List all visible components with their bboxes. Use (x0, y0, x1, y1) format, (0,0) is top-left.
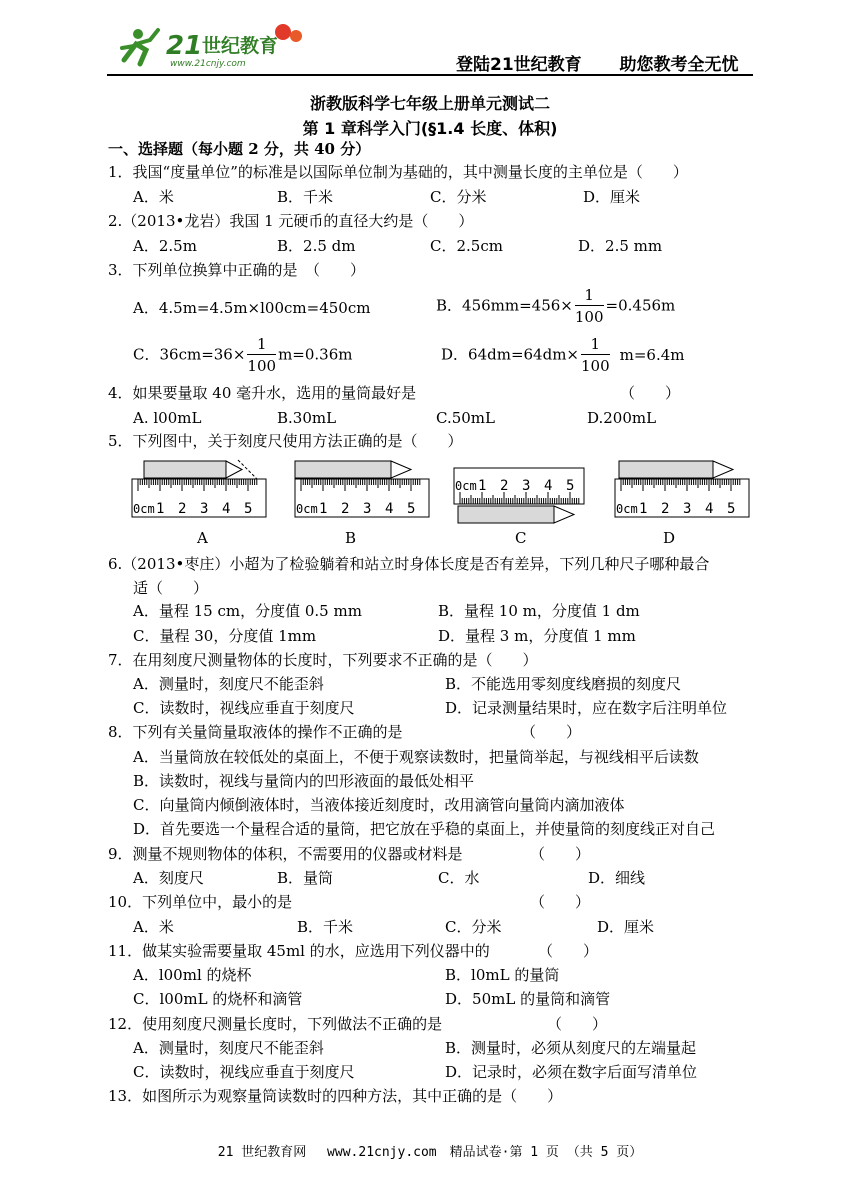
option-c (133, 334, 352, 377)
answer-paren: （ ） (530, 893, 591, 911)
option-b: B．测量时，必须从刻度尺的左端量起 (445, 1039, 697, 1057)
option-b (436, 285, 675, 328)
ruler-number: 0cm (296, 502, 318, 516)
option-c: C．向量筒内倾倒液体时，当液体接近刻度时，改用滴管向量筒内滴加液体 (133, 796, 625, 814)
option-b: B．2.5 dm (277, 237, 356, 255)
option-c: C．l00mL 的烧杯和滴管 (133, 990, 303, 1008)
figure-label-b: B (345, 529, 357, 547)
answer-paren: （ ） (538, 942, 599, 960)
option-a: A．l00ml 的烧杯 (133, 966, 252, 984)
option-d: D．50mL 的量筒和滴管 (445, 990, 611, 1008)
ruler-number: 1 (639, 501, 648, 517)
option-b: B．量筒 (277, 869, 334, 887)
ruler-number: 2 (500, 478, 509, 494)
svg-text:世纪教育: 世纪教育 (202, 35, 279, 57)
ruler-number: 2 (341, 501, 350, 517)
option-a: A．当量筒放在较低处的桌面上，不便于观察读数时，把量筒举起，与视线相平后读数 (133, 748, 699, 766)
question-stem: 10．下列单位中，最小的是 (108, 893, 293, 911)
question-stem: 11．做某实验需要量取 45ml 的水，应选用下列仪器中的 (108, 942, 490, 960)
question-stem: 5．下列图中，关于刻度尺使用方法正确的是（ ） (108, 432, 463, 450)
option-a: A．米 (133, 188, 174, 206)
option-b-pre: B．456mm=456× (436, 296, 573, 315)
option-c: C．读数时，视线应垂直于刻度尺 (133, 1063, 355, 1081)
option-d: D．首先要选一个量程合适的量筒，把它放在乎稳的桌面上，并使量筒的刻度线正对自己 (133, 820, 716, 838)
fraction: $\frac{1}{100}$ (581, 335, 610, 375)
option-c: C．分米 (445, 918, 502, 936)
page-subtitle: 第 1 章科学入门(§1.4 长度、体积) (302, 119, 558, 138)
option-b: B.30mL (277, 409, 337, 427)
option-d: D．量程 3 m，分度值 1 mm (438, 627, 636, 645)
ruler-number: 5 (566, 478, 575, 494)
logo-icon (118, 20, 313, 72)
option-d: D.200mL (587, 409, 657, 427)
option-d: D．细线 (588, 869, 646, 887)
ruler-number: 4 (222, 501, 231, 517)
page-title: 浙教版科学七年级上册单元测试二 (309, 94, 550, 113)
option-a: A. l00mL (133, 409, 202, 427)
header-divider (107, 74, 753, 76)
question-stem: 9．测量不规则物体的体积，不需要用的仪器或材料是 (108, 845, 463, 863)
ruler-figure-c (452, 466, 592, 528)
option-d: D．厘米 (597, 918, 655, 936)
option-d: D．厘米 (583, 188, 641, 206)
option-c: C．分米 (430, 188, 487, 206)
question-stem: 4．如果要量取 40 毫升水，选用的量筒最好是 (108, 384, 417, 402)
option-c: C．水 (438, 869, 480, 887)
ruler-number: 3 (200, 501, 209, 517)
option-c-pre: C．36cm=36× (133, 345, 246, 364)
option-b: B．量程 10 m，分度值 1 dm (438, 602, 640, 620)
fraction: $\frac{1}{100}$ (574, 286, 604, 326)
option-d: D．2.5 mm (578, 237, 663, 255)
answer-paren: （ ） (521, 723, 582, 741)
question-stem: 12．使用刻度尺测量长度时，下列做法不正确的是 (108, 1015, 443, 1033)
ruler-number: 5 (727, 501, 736, 517)
option-b: B．读数时，视线与量筒内的凹形液面的最低处相平 (133, 772, 475, 790)
ruler-number: 2 (178, 501, 187, 517)
figure-label-d: D (663, 529, 676, 547)
option-b: B．千米 (277, 188, 334, 206)
ruler-figure-d (613, 458, 753, 520)
option-a: A．测量时，刻度尺不能歪斜 (133, 1039, 324, 1057)
ruler-figure-b (293, 458, 433, 520)
option-b: B．l0mL 的量筒 (445, 966, 560, 984)
ruler-number: 0cm (133, 502, 155, 516)
option-c: C．2.5cm (430, 237, 503, 255)
ruler-number: 0cm (455, 479, 477, 493)
ruler-number: 4 (385, 501, 394, 517)
ruler-number: 3 (683, 501, 692, 517)
option-d-post: m=6.4m (619, 345, 685, 364)
ruler-number: 5 (407, 501, 416, 517)
page-footer: 21 世纪教育网 www.21cnjy.com 精品试卷·第 1 页 （共 5 页） (217, 1145, 643, 1160)
svg-text:21: 21 (166, 31, 203, 61)
option-a: A．测量时，刻度尺不能歪斜 (133, 675, 324, 693)
option-a: A．量程 15 cm，分度值 0.5 mm (133, 602, 362, 620)
question-stem: 13．如图所示为观察量筒读数时的四种方法，其中正确的是（ ） (108, 1087, 563, 1105)
ruler-number: 2 (661, 501, 670, 517)
option-b: B．千米 (297, 918, 354, 936)
option-b-post: =0.456m (605, 296, 676, 315)
ruler-number: 5 (244, 501, 253, 517)
svg-text:www.21cnjy.com: www.21cnjy.com (170, 59, 246, 69)
question-stem: 2.（2013•龙岩）我国 1 元硬币的直径大约是（ ） (108, 212, 474, 230)
figure-label-a: A (197, 529, 208, 547)
ruler-number: 1 (478, 478, 487, 494)
question-stem: 7．在用刻度尺测量物体的长度时，下列要求不正确的是（ ） (108, 651, 538, 669)
option-c: C．读数时，视线应垂直于刻度尺 (133, 699, 355, 717)
question-stem: 8．下列有关量筒量取液体的操作不正确的是 (108, 723, 403, 741)
header-slogan-left: 登陆21世纪教育 (456, 55, 582, 75)
option-c: C．量程 30，分度值 1mm (133, 627, 317, 645)
option-c: C.50mL (436, 409, 495, 427)
option-b: B．不能选用零刻度线磨损的刻度尺 (445, 675, 682, 693)
question-stem: 1．我国“度量单位”的标准是以国际单位制为基础的，其中测量长度的主单位是（ ） (108, 163, 688, 181)
ruler-number: 1 (319, 501, 328, 517)
fraction: $\frac{1}{100}$ (247, 335, 277, 375)
ruler-number: 1 (156, 501, 165, 517)
option-d: D．记录时，必须在数字后面写清单位 (445, 1063, 698, 1081)
ruler-number: 0cm (616, 502, 638, 516)
option-d (441, 334, 685, 377)
header-slogan-right: 助您教考全无忧 (619, 55, 739, 75)
option-a: A．2.5m (133, 237, 197, 255)
ruler-number: 3 (363, 501, 372, 517)
option-a: A．米 (133, 918, 174, 936)
section-heading: 一、选择题（每小题 2 分，共 40 分） (108, 140, 371, 158)
option-a: A．刻度尺 (133, 869, 204, 887)
question-stem: 6.（2013•枣庄）小超为了检验躺着和站立时身体长度是否有差异，下列几种尺子哪种最合 (108, 555, 710, 573)
option-d: D．记录测量结果时，应在数字后注明单位 (445, 699, 728, 717)
ruler-number: 4 (705, 501, 714, 517)
option-a: A．4.5m=4.5m×l00cm=450cm (133, 299, 371, 317)
answer-paren: （ ） (620, 384, 681, 402)
question-stem-cont: 适（ ） (133, 579, 209, 597)
figure-label-c: C (515, 529, 527, 547)
option-c-post: m=0.36m (278, 345, 353, 364)
answer-paren: （ ） (547, 1015, 608, 1033)
option-d-pre: D．64dm=64dm× (441, 345, 579, 364)
ruler-number: 3 (522, 478, 531, 494)
answer-paren: （ ） (530, 845, 591, 863)
ruler-number: 4 (544, 478, 553, 494)
ruler-figure-a (130, 458, 270, 520)
question-stem: 3．下列单位换算中正确的是 （ ） (108, 261, 366, 279)
